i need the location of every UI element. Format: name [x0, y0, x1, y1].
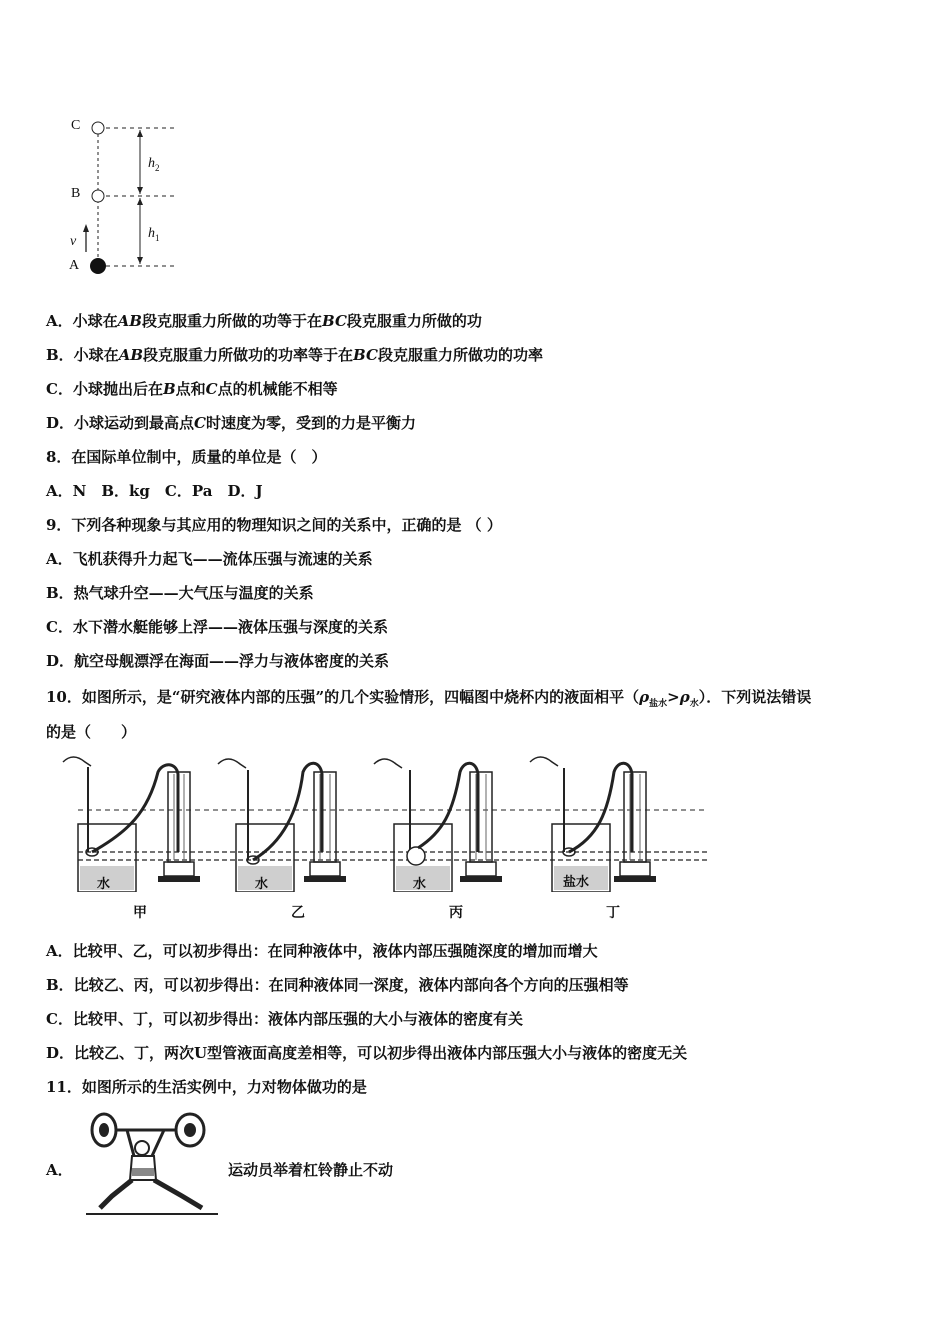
q7-option-a: A．小球在AB段克服重力所做的功等于在BC段克服重力所做的功 — [46, 312, 482, 330]
setup-bing — [374, 759, 502, 892]
caption-yi: 乙 — [291, 905, 305, 921]
setup-ding — [530, 757, 656, 892]
point-b-circle — [92, 190, 104, 202]
point-c-circle — [92, 122, 104, 134]
projectile-diagram — [60, 110, 200, 285]
label-h1: $h_1$ — [148, 226, 160, 243]
q10-stem: 10．如图所示，是“研究液体内部的压强”的几个实验情形，四幅图中烧杯内的液面相平$(\rho_{盐水}>\rho_水)$．下列说法错误 — [46, 688, 812, 709]
q9-stem: 9．下列各种现象与其应用的物理知识之间的关系中，正确的是 （ ） — [46, 516, 502, 534]
setup-jia — [63, 757, 200, 892]
q9-option-d: D．航空母舰漂浮在海面——浮力与液体密度的关系 — [46, 652, 390, 670]
q9-option-a: A．飞机获得升力起飞——流体压强与流速的关系 — [46, 550, 373, 568]
pressure-experiment-figure — [48, 752, 718, 892]
q9-option-c: C．水下潜水艇能够上浮——液体压强与深度的关系 — [46, 618, 388, 636]
caption-ding: 丁 — [606, 905, 620, 921]
q7-option-b: B．小球在AB段克服重力所做功的功率等于在BC段克服重力所做功的功率 — [46, 346, 543, 364]
beaker-label-yi: 水 — [255, 877, 269, 892]
q7-option-d: D．小球运动到最高点C时速度为零，受到的力是平衡力 — [46, 414, 416, 432]
point-a-ball — [90, 258, 106, 274]
label-point-a: A — [69, 258, 80, 273]
q10-option-c: C．比较甲、丁，可以初步得出：液体内部压强的大小与液体的密度有关 — [46, 1010, 523, 1028]
q11-stem: 11．如图所示的生活实例中，力对物体做功的是 — [46, 1078, 367, 1096]
q8-options: A．N B．kg C．Pa D．J — [46, 482, 263, 500]
q10-stem-line2: 的是（ ） — [46, 723, 137, 741]
caption-jia: 甲 — [133, 905, 147, 921]
label-h2: $h_2$ — [148, 156, 160, 173]
q10-option-d: D．比较乙、丁，两次U型管液面高度差相等，可以初步得出液体内部压强大小与液体的密度无关 — [46, 1044, 688, 1062]
label-velocity: v — [70, 234, 77, 249]
q8-stem: 8．在国际单位制中，质量的单位是（ ） — [46, 448, 327, 466]
q11-option-a-text: 运动员举着杠铃静止不动 — [228, 1161, 394, 1179]
label-point-c: C — [71, 118, 81, 133]
label-point-b: B — [71, 186, 81, 201]
weightlifter-figure — [82, 1108, 222, 1220]
beaker-label-bing: 水 — [413, 877, 427, 892]
setup-yi — [218, 759, 346, 892]
q11-option-a-label: A． — [46, 1161, 73, 1179]
beaker-label-jia: 水 — [97, 877, 111, 892]
caption-bing: 丙 — [449, 905, 463, 921]
q9-option-b: B．热气球升空——大气压与温度的关系 — [46, 584, 314, 602]
q10-option-b: B．比较乙、丙，可以初步得出：在同种液体同一深度，液体内部向各个方向的压强相等 — [46, 976, 629, 994]
beaker-label-ding: 盐水 — [563, 875, 590, 890]
q7-option-c: C．小球抛出后在B点和C点的机械能不相等 — [46, 380, 338, 398]
q10-option-a: A．比较甲、乙，可以初步得出：在同种液体中，液体内部压强随深度的增加而增大 — [46, 942, 598, 960]
